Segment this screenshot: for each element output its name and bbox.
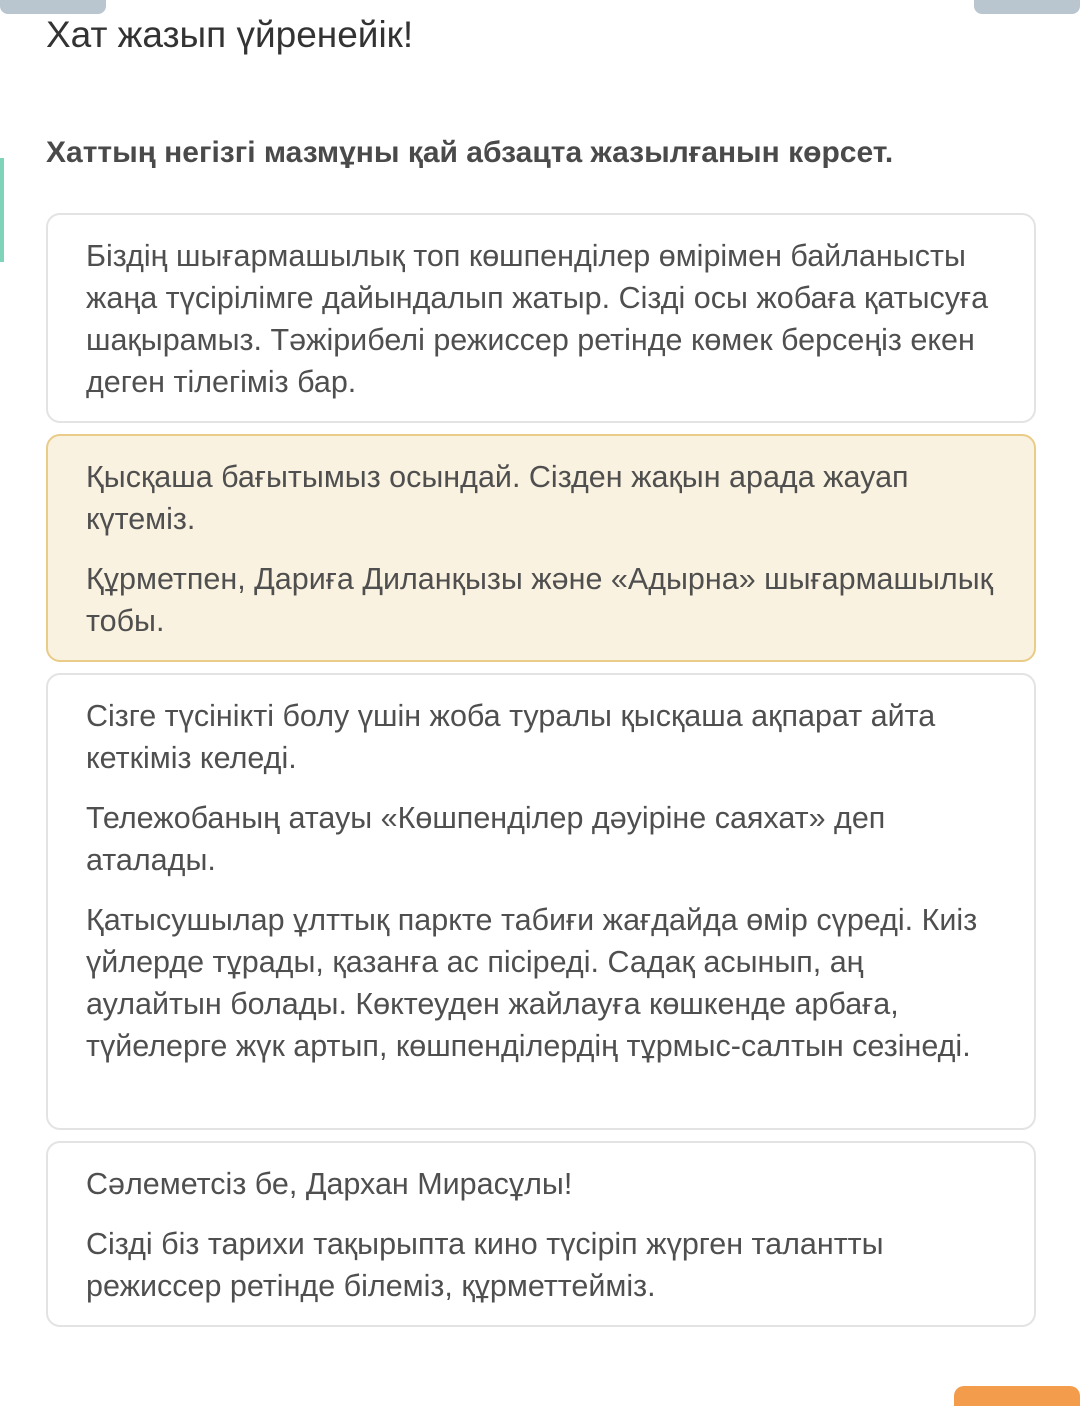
answer-option-1[interactable] bbox=[46, 213, 1036, 423]
option-paragraph: Қатысушылар ұлттық паркте табиғи жағдайда өмір сүреді. Киіз үйлерде тұрады, қазанға ас пісіреді. Садақ асынып, аң аулайтын болады. Көктеуден жайлауға көшкенде арбаға, түйелерге жүк артып, көшпенділердің тұрмыс-салтын сезінеді. bbox=[86, 903, 978, 1063]
option-paragraph: Сізді біз тарихи тақырыпта кино түсіріп жүрген талантты режиссер ретінде білеміз, құрметтейміз. bbox=[86, 1227, 884, 1303]
top-right-tab[interactable] bbox=[974, 0, 1080, 14]
side-accent-bar bbox=[0, 158, 4, 262]
answer-option-3[interactable] bbox=[46, 673, 1036, 1130]
option-paragraph: Сізге түсінікті болу үшін жоба туралы қысқаша ақпарат айта кеткіміз келеді. bbox=[86, 699, 936, 775]
option-paragraph: Қысқаша бағытымыз осындай. Сізден жақын арада жауап күтеміз. bbox=[86, 460, 909, 536]
next-button[interactable] bbox=[954, 1386, 1080, 1406]
answer-option-4[interactable] bbox=[46, 1141, 1036, 1327]
question-text: Хаттың негізгі мазмұны қай абзацта жазылғанын көрсет. bbox=[46, 136, 894, 169]
option-paragraph: Біздің шығармашылық топ көшпенділер өмірімен байланысты жаңа түсірілімге дайындалып жатыр. Сізді осы жобаға қатысуға шақырамыз. Тәжірибелі режиссер ретінде көмек берсеңіз екен деген тілегіміз бар. bbox=[86, 239, 989, 399]
page-title: Хат жазып үйренейік! bbox=[46, 14, 414, 55]
answer-option-2-selected[interactable] bbox=[46, 434, 1036, 662]
top-left-tab[interactable] bbox=[0, 0, 106, 14]
option-paragraph: Тележобаның атауы «Көшпенділер дәуіріне саяхат» деп аталады. bbox=[86, 801, 886, 877]
option-paragraph: Сәлеметсіз бе, Дархан Мирасұлы! bbox=[86, 1167, 573, 1201]
option-paragraph: Құрметпен, Дариға Диланқызы және «Адырна» шығармашылық тобы. bbox=[86, 562, 993, 638]
